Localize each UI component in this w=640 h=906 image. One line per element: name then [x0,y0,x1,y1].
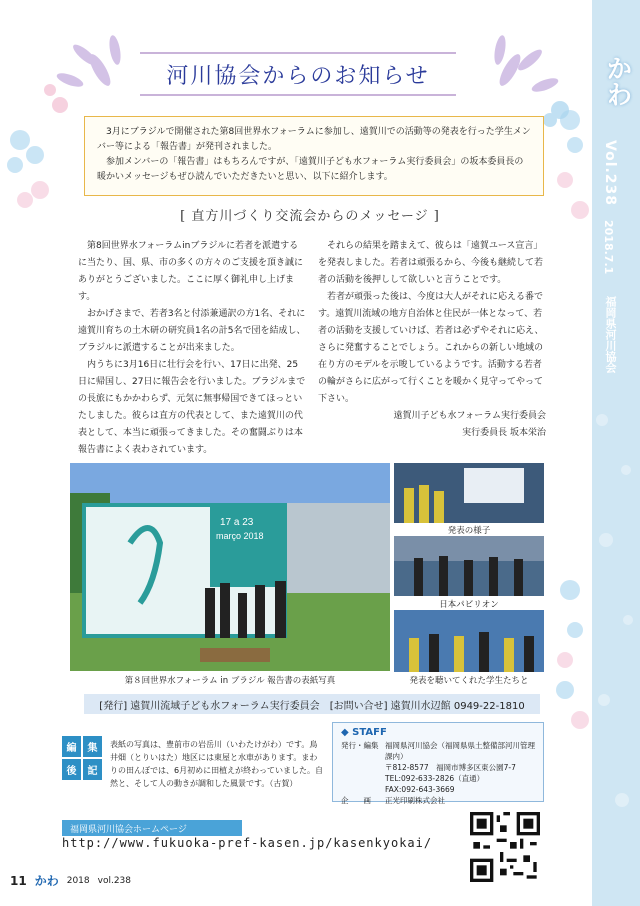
editor-note-text: 表紙の写真は、豊前市の岩岳川（いわたけがわ）です。鳥井畑（とりいはた）地区には東屋と水車があります。まわりの田んぼでは、6月初めに田植えが終わっていました。自然と、そして人の動きが調和した風景です。（古賀） [110,740,324,788]
body-paragraph: おかげさまで、若者3名と付添兼通訳の方1名、それに遠賀川育ちの土木研の研究員1名の計5名で団を結成し、ブラジルに派遣することが出来ました。 [78,309,306,353]
intro-paragraph: 参加メンバーの「報告書」はもちろんですが、「遠賀川子ども水フォーラム実行委員会」の坂本委員長の暖かいメッセージもぜひ読んでいただきたいと思い、以下に紹介します。 [97,157,524,182]
staff-key: 企 画 [341,796,371,805]
photo-presentation [394,463,544,523]
flower-decoration-icon [545,100,595,240]
title-banner [140,52,456,96]
body-column-left [78,238,306,459]
presentation-photo-icon [394,463,544,523]
side-volume: Vol.238 [602,140,618,207]
forum-banner-photo-icon [70,463,390,671]
side-date: 2018.7.1 [602,220,615,275]
staff-row [341,773,535,784]
flower-decoration-icon [545,560,595,740]
banner-month: março 2018 [216,531,264,541]
editor-note [62,736,332,808]
main-photo [70,463,390,671]
signature-org: 遠賀川子ども水フォーラム実行委員会 [393,411,546,421]
homepage-label: 福岡県河川協会ホームページ [62,820,242,836]
photo-caption: 発表の様子 [447,526,491,536]
footer-volume: vol.238 [97,875,131,886]
page-number: 11 [10,873,27,888]
editor-note-char: 編 [62,736,81,757]
publisher-bar [84,694,540,714]
photo-students [394,610,544,672]
staff-value: FAX:092-643-3669 [385,785,455,794]
body-paragraph: 若者が頑張った後は、今度は大人がそれに応える番です。遠賀川流域の地方自治体と住民が一体となって、若者の活動を支援していけば、若者は必ずやそれに応え、さらに発奮することでしょう。これからの新しい地域の在り方のモデルを示唆しているようです。活動する若者の輪がさらに広がって行くことを暖かく見守ってやって下さい。 [318,292,544,404]
flower-decoration-icon [0,100,70,220]
staff-row [341,795,535,806]
photo-japan-pavilion [394,536,544,596]
pavilion-photo-icon [394,536,544,596]
main-photo-caption: 第８回世界水フォーラム in ブラジル 報告書の表紙写真 [124,676,336,686]
body-column-right [318,238,546,442]
footer-logo: かわ [34,874,59,888]
staff-value: 〒812-8577 福岡市博多区東公園7-7 [385,763,516,772]
publisher-issuer: [発行] 遠賀川流域子ども水フォーラム実行委員会 [99,700,320,712]
side-logo: かわ [602,55,632,107]
staff-row [341,740,535,762]
homepage-url[interactable]: http://www.fukuoka-pref-kasen.jp/kasenkyokai/ [62,836,433,850]
publisher-contact: [お問い合せ] 遠賀川水辺館 0949-22-1810 [329,700,525,712]
staff-value: TEL:092-633-2826（直通） [385,774,485,783]
staff-box [332,722,544,805]
body-paragraph: 第8回世界水フォーラムinブラジルに若者を派遣するに当たり、国、県、市の多くの方々のご支援を頂き誠にありがとうございました。ここに厚く御礼申し上げます。 [78,241,304,302]
staff-value: 福岡県河川協会（福岡県県土整備部河川管理課内） [385,741,535,761]
side-band [592,0,640,906]
qr-code-icon[interactable] [470,812,540,882]
page-title: 河川協会からのお知らせ [166,63,430,89]
staff-value: 正光印刷株式会社 [385,796,445,805]
intro-paragraph: 3月にブラジルで開催された第8回世界水フォーラムに参加し、遠賀川での活動等の発表を行った学生メンバー等による「報告書」が発刊されました。 [97,127,531,152]
photo-caption: 日本パビリオン [439,600,499,610]
editor-note-char: 集 [83,736,102,757]
staff-row [341,784,535,795]
body-paragraph: 内うちに3月16日に壮行会を行い、17日に出発、25日に帰国し、27日に報告会を行いました。ブラジルまでの長旅にもかかわらず、元気に無事帰国できてほっといたしました。彼らは直方の代表として、また遠賀川の代表として、本当に頑張ってきました。その奮闘ぶりは本報告書によく表わされています。 [78,360,306,455]
students-photo-icon [394,610,544,672]
body-paragraph: それらの結果を踏まえて、彼らは「遠賀ユース宣言」を発表しました。若者は頑張るから、今後も継続して若者の活動を後押しして欲しいと言うことです。 [318,241,544,285]
banner-date: 17 a 23 [220,517,254,528]
editor-note-char: 記 [83,759,102,780]
staff-title: ◆ STAFF [341,727,387,738]
photo-caption: 発表を聴いてくれた学生たちと [409,676,529,686]
editor-note-char: 後 [62,759,81,780]
side-org: 福岡県河川協会 [604,296,617,373]
side-band-pattern-icon [592,0,640,906]
staff-key: 発行・編集 [341,741,379,750]
footer-year: 2018 [66,875,90,886]
intro-box [84,116,544,196]
editor-note-label [62,736,102,780]
footer [10,872,131,889]
section-title: [ 直方川づくり交流会からのメッセージ ] [180,209,440,224]
signature-name: 実行委員長 坂本栄治 [462,428,546,438]
staff-row [341,762,535,773]
